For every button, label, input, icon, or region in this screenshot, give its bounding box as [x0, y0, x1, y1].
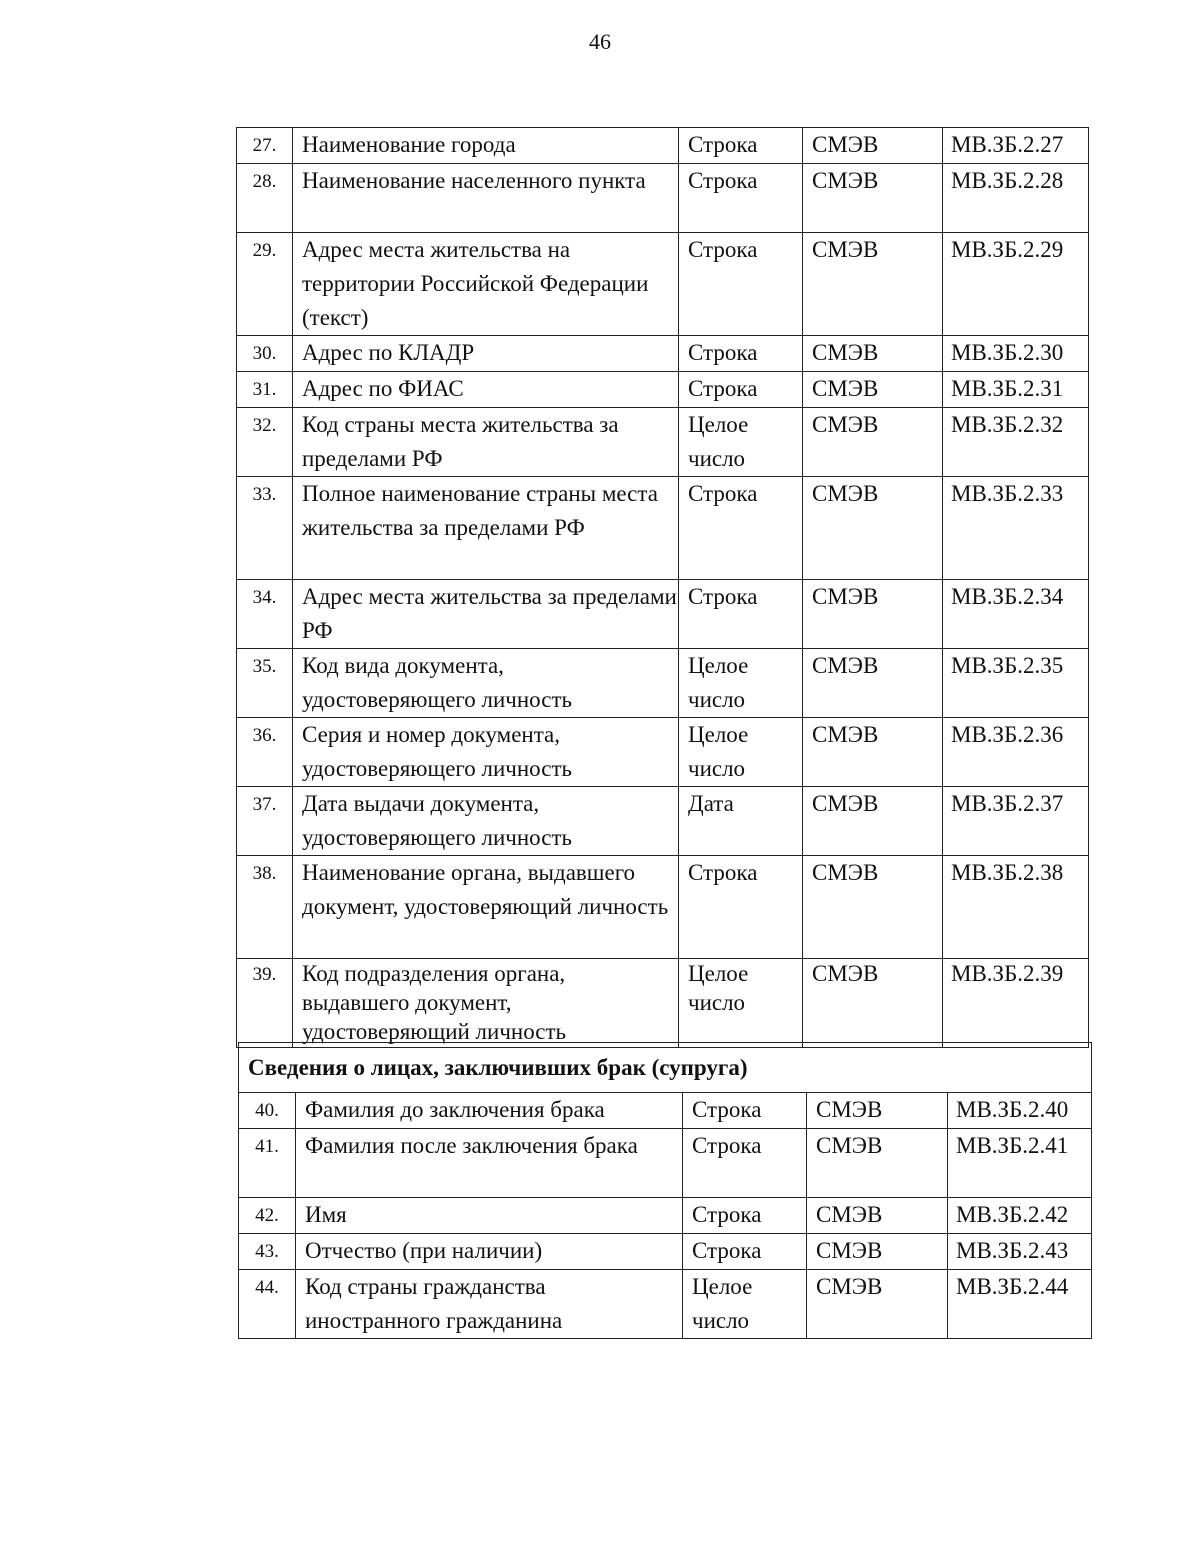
field-type: Строка — [679, 233, 803, 336]
table-row — [237, 856, 1089, 959]
table-row — [237, 787, 1089, 856]
row-number: 34. — [237, 580, 293, 649]
row-number: 39. — [237, 959, 293, 1048]
field-name: Код вида документа, удостоверяющего личность — [293, 649, 679, 718]
field-name: Наименование населенного пункта — [293, 164, 679, 233]
field-name: Фамилия до заключения брака — [296, 1093, 683, 1129]
field-type: Строка — [679, 128, 803, 164]
field-source: СМЭВ — [803, 164, 943, 233]
row-number: 33. — [237, 477, 293, 580]
section-title: Сведения о лицах, заключивших брак (супруга) — [239, 1043, 1092, 1093]
field-source: СМЭВ — [807, 1129, 948, 1198]
field-code: МВ.ЗБ.2.42 — [948, 1198, 1092, 1234]
table-row — [237, 233, 1089, 336]
field-code: МВ.ЗБ.2.35 — [943, 649, 1089, 718]
row-number: 43. — [239, 1234, 296, 1270]
field-name: Наименование города — [293, 128, 679, 164]
table-row — [237, 164, 1089, 233]
row-number: 41. — [239, 1129, 296, 1198]
field-code: МВ.ЗБ.2.43 — [948, 1234, 1092, 1270]
field-type: Строка — [679, 336, 803, 372]
row-number: 40. — [239, 1093, 296, 1129]
field-code: МВ.ЗБ.2.36 — [943, 718, 1089, 787]
field-name: Адрес места жительства на территории Российской Федерации (текст) — [293, 233, 679, 336]
table-row — [237, 408, 1089, 477]
field-type: Строка — [679, 164, 803, 233]
field-type: Целое число — [679, 649, 803, 718]
row-number: 44. — [239, 1270, 296, 1339]
field-code: МВ.ЗБ.2.39 — [943, 959, 1089, 1048]
table-row — [237, 128, 1089, 164]
table-row — [237, 336, 1089, 372]
table-row — [237, 372, 1089, 408]
table-row — [237, 477, 1089, 580]
table-row — [239, 1129, 1092, 1198]
field-name: Дата выдачи документа, удостоверяющего личность — [293, 787, 679, 856]
field-code: МВ.ЗБ.2.27 — [943, 128, 1089, 164]
field-code: МВ.ЗБ.2.31 — [943, 372, 1089, 408]
field-code: МВ.ЗБ.2.37 — [943, 787, 1089, 856]
table-row — [239, 1093, 1092, 1129]
field-name: Наименование органа, выдавшего документ, удостоверяющий личность — [293, 856, 679, 959]
row-number: 27. — [237, 128, 293, 164]
field-type: Целое число — [683, 1270, 807, 1339]
field-code: МВ.ЗБ.2.40 — [948, 1093, 1092, 1129]
field-source: СМЭВ — [807, 1093, 948, 1129]
field-name: Адрес места жительства за пределами РФ — [293, 580, 679, 649]
table-row — [237, 649, 1089, 718]
field-type: Строка — [683, 1129, 807, 1198]
field-type: Строка — [679, 856, 803, 959]
table-row — [239, 1198, 1092, 1234]
table-row — [239, 1270, 1092, 1339]
field-code: МВ.ЗБ.2.41 — [948, 1129, 1092, 1198]
field-name: Фамилия после заключения брака — [296, 1129, 683, 1198]
field-name: Имя — [296, 1198, 683, 1234]
table-row — [237, 959, 1089, 1048]
attributes-table-upper — [236, 127, 1089, 1048]
field-source: СМЭВ — [803, 128, 943, 164]
row-number: 28. — [237, 164, 293, 233]
field-name: Код страны места жительства за пределами РФ — [293, 408, 679, 477]
field-type: Дата — [679, 787, 803, 856]
field-code: МВ.ЗБ.2.44 — [948, 1270, 1092, 1339]
field-source: СМЭВ — [803, 580, 943, 649]
field-code: МВ.ЗБ.2.32 — [943, 408, 1089, 477]
table-row — [239, 1234, 1092, 1270]
field-code: МВ.ЗБ.2.29 — [943, 233, 1089, 336]
field-code: МВ.ЗБ.2.34 — [943, 580, 1089, 649]
field-source: СМЭВ — [803, 787, 943, 856]
field-source: СМЭВ — [803, 372, 943, 408]
field-source: СМЭВ — [803, 233, 943, 336]
field-code: МВ.ЗБ.2.38 — [943, 856, 1089, 959]
attributes-table-lower — [238, 1042, 1092, 1339]
field-source: СМЭВ — [803, 408, 943, 477]
field-code: МВ.ЗБ.2.28 — [943, 164, 1089, 233]
table-body-upper — [237, 128, 1089, 1048]
field-type: Целое число — [679, 718, 803, 787]
field-source: СМЭВ — [803, 477, 943, 580]
field-type: Строка — [679, 580, 803, 649]
field-source: СМЭВ — [807, 1198, 948, 1234]
field-name: Полное наименование страны места жительства за пределами РФ — [293, 477, 679, 580]
row-number: 29. — [237, 233, 293, 336]
row-number: 38. — [237, 856, 293, 959]
row-number: 30. — [237, 336, 293, 372]
field-type: Строка — [683, 1093, 807, 1129]
row-number: 37. — [237, 787, 293, 856]
row-number: 32. — [237, 408, 293, 477]
table-row — [237, 718, 1089, 787]
field-source: СМЭВ — [807, 1270, 948, 1339]
field-source: СМЭВ — [803, 856, 943, 959]
page-number: 46 — [589, 29, 611, 54]
field-type: Строка — [679, 372, 803, 408]
field-code: МВ.ЗБ.2.33 — [943, 477, 1089, 580]
row-number: 42. — [239, 1198, 296, 1234]
field-name: Код страны гражданства иностранного гражданина — [296, 1270, 683, 1339]
field-source: СМЭВ — [803, 959, 943, 1048]
table-body-lower — [239, 1043, 1092, 1339]
field-name: Адрес по КЛАДР — [293, 336, 679, 372]
field-code: МВ.ЗБ.2.30 — [943, 336, 1089, 372]
field-source: СМЭВ — [803, 718, 943, 787]
field-source: СМЭВ — [807, 1234, 948, 1270]
field-name: Отчество (при наличии) — [296, 1234, 683, 1270]
field-name: Адрес по ФИАС — [293, 372, 679, 408]
field-type: Строка — [683, 1198, 807, 1234]
field-type: Целое число — [679, 408, 803, 477]
row-number: 36. — [237, 718, 293, 787]
table-row — [237, 580, 1089, 649]
row-number: 35. — [237, 649, 293, 718]
field-type: Целое число — [679, 959, 803, 1048]
field-name: Код подразделения органа, выдавшего документ, удостоверяющий личность — [293, 959, 679, 1048]
field-source: СМЭВ — [803, 336, 943, 372]
field-type: Строка — [683, 1234, 807, 1270]
field-type: Строка — [679, 477, 803, 580]
row-number: 31. — [237, 372, 293, 408]
field-source: СМЭВ — [803, 649, 943, 718]
section-header-row — [239, 1043, 1092, 1093]
field-name: Серия и номер документа, удостоверяющего личность — [293, 718, 679, 787]
